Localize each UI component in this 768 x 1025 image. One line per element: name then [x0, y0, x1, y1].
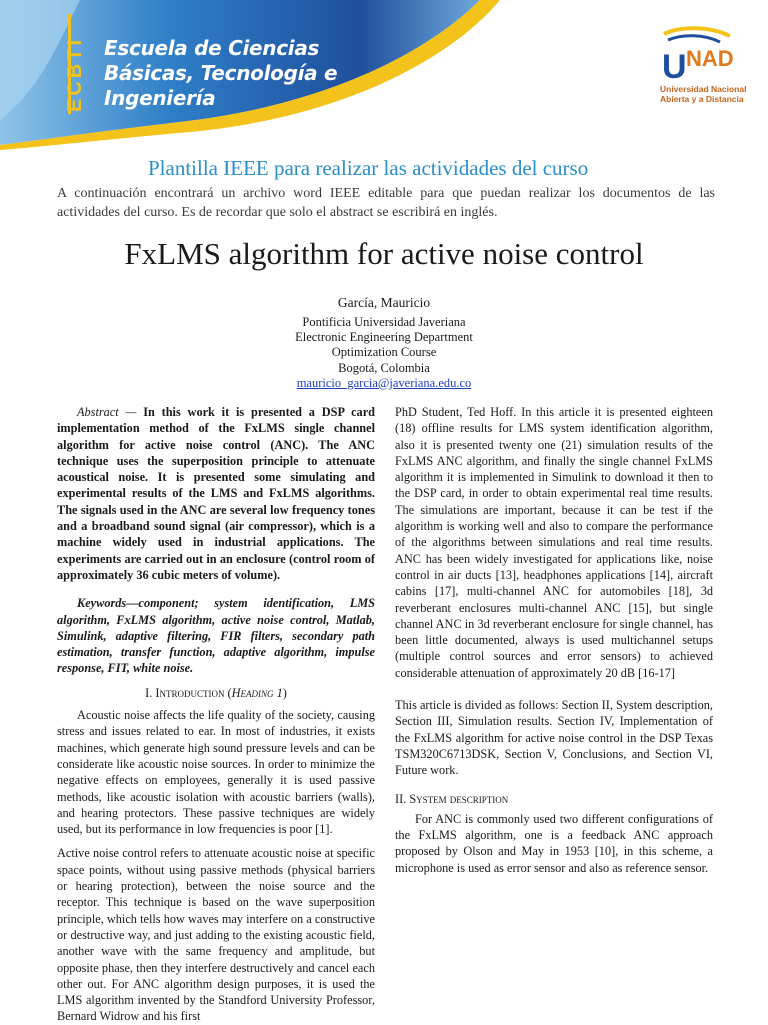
section-heading-1 — [57, 685, 375, 701]
affiliation-line: Optimization Course — [331, 345, 437, 360]
heading-close: ) — [282, 685, 287, 700]
unad-logo-u: U — [662, 48, 687, 86]
intro-paragraph-3: PhD Student, Ted Hoff. In this article it is presented eighteen (18) offline results for LMS system identification algorithm, also it is presented twenty one (21) simulation results of the FxLMS ANC algorithm, and finally the single channel FxLMS algorithm it is implemented in Simulink to download it then to the DSP card, in order to obtain experimental real time results. The simulations are important, because it can be test if the algorithm is working well and also to compare the performance of the algorithms between simulations and real time results. ANC has been widely investigated for applications like, noise control in air ducts [13], headphones applications [14], aircraft cabins [17], multi-channel ANC for automobiles [18], 3d reverberant enclosures multi-channel ANC [15], but single channel ANC in 3d reverberant enclosure for single channel, has been little documented, always is used multichannel setups (multiple control sources and error sensors) to achieved considerable attenuation of approximately 20 dB [16-17] — [395, 405, 713, 680]
unad-logo-nad: NAD — [686, 46, 734, 71]
abstract — [57, 404, 375, 583]
ecbti-label: ECBTI — [64, 37, 86, 112]
intro-paragraph-1: Acoustic noise affects the life quality of the society, causing stress and issues related to ear. In most of industries, it exists machines, which generate high sound pressure levels and can be considerate like acoustic noise sources. In order to minimize the negative effects on employees, generally it is used passive methods, like acoustic isolation with acoustic barriers (walls), and hearing protectors. These passive techniques are widely used, but its performance in low frequencies is poor [1]. — [57, 708, 375, 837]
university-name — [660, 84, 746, 104]
heading-italic: Heading 1 — [231, 685, 283, 700]
system-paragraph-1: For ANC is commonly used two different configurations of the FxLMS algorithm, one is a feedback ANC approach proposed by Olson and May in 1953 [10], in this scheme, a microphone is used as error sensor and also as reference sensor. — [395, 811, 713, 875]
abstract-label: Abstract — — [77, 405, 137, 419]
section-heading-2: II. System description — [395, 791, 509, 806]
intro-paragraph-4: This article is divided as follows: Section II, System description, Section III, Simulation results. Section IV, Implementation of the FxLMS algorithm for active noise control in the DSP Texas TSM320C6713DSK, Section V, Conclusions, and Section VI, Future work. — [395, 698, 713, 778]
template-title: Plantilla IEEE para realizar las actividades del curso — [148, 156, 589, 180]
university-line-1: Universidad Nacional — [660, 84, 747, 94]
affiliation-line: Electronic Engineering Department — [295, 330, 473, 345]
school-name — [104, 36, 337, 111]
school-line-1: Escuela de Ciencias — [104, 36, 320, 60]
abstract-text: In this work it is presented a DSP card implementation method of the FxLMS single channel algorithm for active noise control (ANC). The ANC technique uses the superposition principle to attenuate acoustical noise. It is presented some simulating and experimental results of the LMS and FxLMS algorithms. The signals used in the ANC are several low frequency tones and a broadband sound signal (air compressor), which is a machine widely used in industrial applications. The experiments are carried out in an enclosure (control room of approximately 36 cubic meters of volume). — [57, 405, 375, 582]
heading-text: Introduction ( — [155, 685, 232, 700]
affiliation-line: Bogotá, Colombia — [338, 360, 430, 375]
right-column — [395, 404, 713, 876]
affiliation-line: Pontificia Universidad Javeriana — [302, 315, 466, 329]
paper-title: FxLMS algorithm for active noise control — [124, 236, 644, 271]
university-line-2: Abierta y a Distancia — [660, 94, 744, 104]
author-name: García, Mauricio — [337, 295, 431, 310]
school-line-2: Básicas, Tecnología e — [104, 61, 338, 85]
school-line-3: Ingeniería — [104, 86, 216, 110]
affiliation-block — [0, 315, 768, 391]
intro-paragraph-2: Active noise control refers to attenuate acoustic noise at specific space points, without using passive methods (physical barriers or hearing protection), between the noise source and the receptor. This technique is based on the wave superposition principle, which tells how waves may interfere on a constructive or destructive way, and just adding to the existing acoustic field, another wave with the same frequency and amplitude, but opposite phase, then they interfere destructively and cancel each other out. For ANC algorithm design purposes, it is used the LMS algorithm invented by the Standford University Professor, Bernard Widrow and his first — [57, 846, 375, 1024]
author-email-link[interactable]: mauricio_garcia@javeriana.edu.co — [296, 375, 472, 390]
heading-number: I. — [145, 685, 156, 700]
left-column — [57, 404, 375, 1025]
keywords: Keywords—component; system identification, LMS algorithm, FxLMS algorithm, active noise control, Matlab, Simulink, adaptive filtering, FIR filters, secondary path estimation, transfer function, adaptive algorithm, impulse response, FIT, white noise. — [57, 596, 375, 676]
template-description: A continuación encontrará un archivo word IEEE editable para que puedan realizar los documentos de las actividades del curso. Es de recordar que solo el abstract se escribirá en inglés. — [57, 186, 715, 220]
